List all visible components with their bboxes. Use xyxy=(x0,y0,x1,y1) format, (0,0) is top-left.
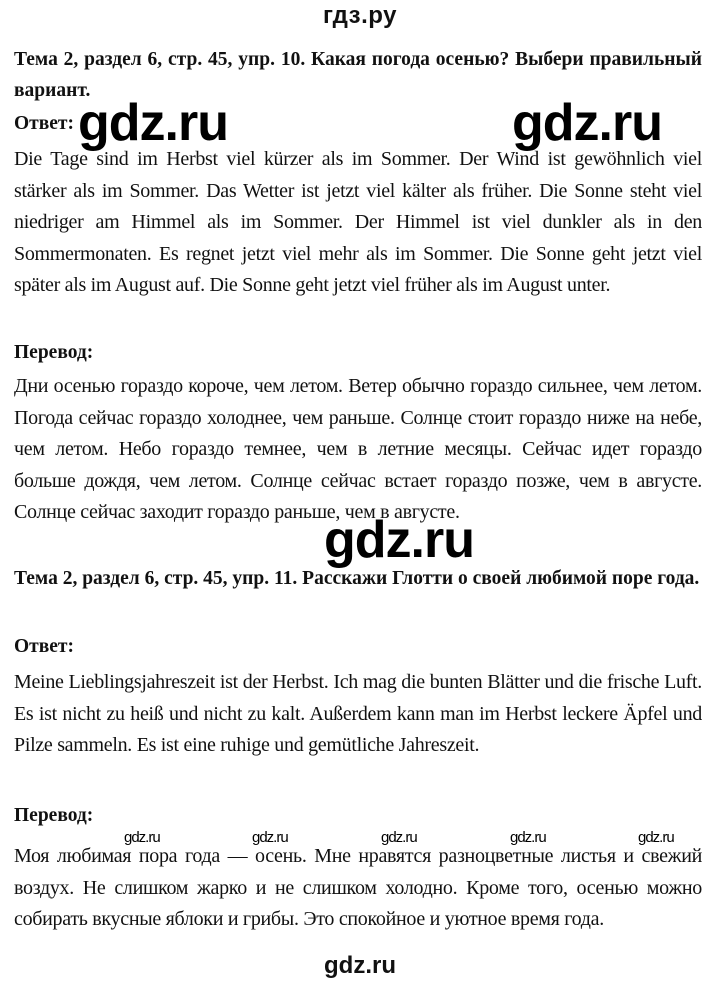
exercise-heading-11: Тема 2, раздел 6, стр. 45, упр. 11. Расскажи Глотти о своей любимой поре года. xyxy=(14,568,700,589)
translation-text-11: Моя любимая пора года — осень. Мне нравятся разноцветные листья и свежий воздух. Не слишком жарко и не слишком холодно. Кроме того, осенью можно собирать вкусные яблоки и грибы. Это спокойное и уютное время года. xyxy=(14,845,702,930)
watermark: gdz.ru xyxy=(124,829,160,846)
watermark: gdz.ru xyxy=(78,94,228,152)
answer-text-10: Die Tage sind im Herbst viel kürzer als im Sommer. Der Wind ist gewöhnlich viel stärker als im Sommer. Das Wetter ist jetzt viel kälter als früher. Die Sonne steht viel niedriger am Himmel als im Sommer. Der Himmel ist viel dunkler als in den Sommermonaten. Es regnet jetzt viel mehr als im Sommer. Die Sonne geht jetzt viel später als im August auf. Die Sonne geht jetzt viel früher als im August unter. xyxy=(14,148,702,296)
answer-label-10: Ответ: xyxy=(14,113,75,134)
watermark: gdz.ru xyxy=(381,829,417,846)
answer-text-11: Meine Lieblingsjahreszeit ist der Herbst. Ich mag die bunten Blätter und die frische Luft. Es ist nicht zu heiß und nicht zu kalt. Außerdem kann man im Herbst leckere Äpfel und Pilze sammeln. Es ist eine ruhige und gemütliche Jahreszeit. xyxy=(14,671,702,756)
watermark: gdz.ru xyxy=(510,829,546,846)
translation-text-10: Дни осенью гораздо короче, чем летом. Ветер обычно гораздо сильнее, чем летом. Погода сейчас гораздо холоднее, чем раньше. Солнце стоит гораздо ниже на небе, чем летом. Небо гораздо темнее, чем в летние месяцы. Сейчас идет гораздо больше дождя, чем летом. Солнце сейчас встает гораздо позже, чем в августе. Солнце сейчас заходит гораздо раньше, чем в августе. xyxy=(14,375,702,523)
watermark: gdz.ru xyxy=(252,829,288,846)
watermark: gdz.ru xyxy=(512,94,662,152)
answer-label-11: Ответ: xyxy=(14,636,75,657)
translation-label-10: Перевод: xyxy=(14,342,94,363)
translation-label-11: Перевод: xyxy=(14,805,94,826)
exercise-heading-10: Тема 2, раздел 6, стр. 45, упр. 10. Какая погода осенью? Выбери правильный вариант. xyxy=(14,49,702,101)
site-title: гдз.ру xyxy=(323,2,397,29)
watermark: gdz.ru xyxy=(638,829,674,846)
footer-watermark: gdz.ru xyxy=(324,952,396,979)
watermark: gdz.ru xyxy=(324,511,474,569)
